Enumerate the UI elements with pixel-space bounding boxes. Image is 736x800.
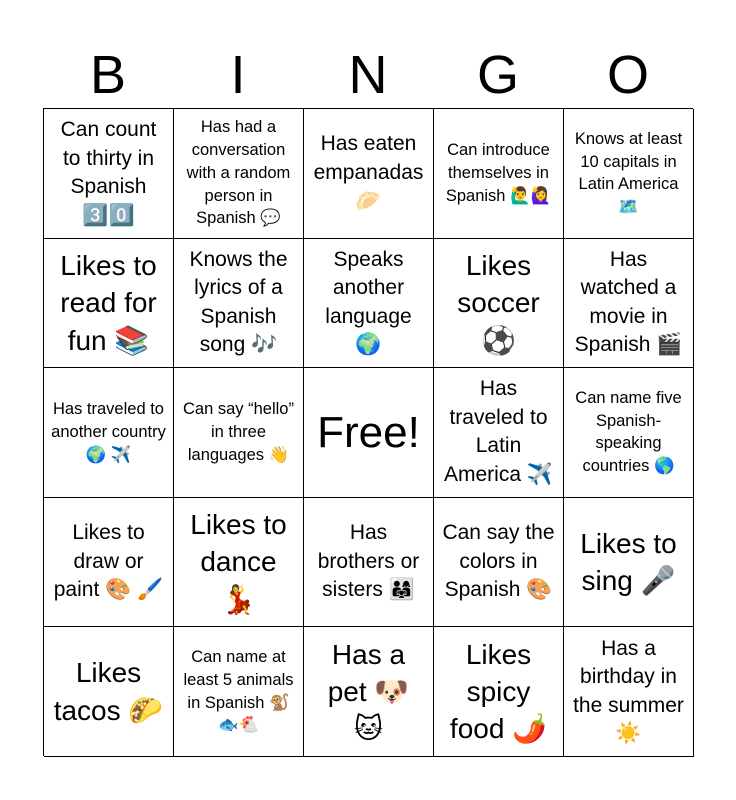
- bingo-cell-r5-c5[interactable]: [564, 627, 694, 757]
- bingo-cell-r3-c5[interactable]: [564, 368, 694, 498]
- bingo-cell-r2-c3[interactable]: [304, 239, 434, 369]
- header-letter-o: O: [606, 45, 649, 105]
- bingo-cell-text: Can name at least 5 animals in Spanish 🐒 🐟🐔: [183, 648, 294, 735]
- bingo-cell-text: Can name five Spanish-speaking countries 🌎: [575, 388, 682, 476]
- bingo-cell-r1-c5[interactable]: [564, 109, 694, 239]
- bingo-cell-r3-c4[interactable]: [434, 368, 564, 498]
- bingo-cell-text: Has watched a movie in Spanish 🎬: [574, 247, 683, 357]
- bingo-cell-r3-c2[interactable]: [174, 368, 304, 498]
- bingo-cell-text: Likes tacos 🌮: [53, 657, 164, 726]
- bingo-cell-r5-c1[interactable]: [44, 627, 174, 757]
- bingo-cell-r4-c2[interactable]: [174, 498, 304, 628]
- bingo-cell-text: Can count to thirty in Spanish 3️⃣0️⃣: [60, 118, 157, 227]
- bingo-cell-text: Knows the lyrics of a Spanish song 🎶: [189, 247, 288, 357]
- bingo-cell-r4-c1[interactable]: [44, 498, 174, 628]
- bingo-cell-text: Has traveled to another country 🌍 ✈️: [51, 400, 166, 464]
- bingo-cell-r5-c3[interactable]: [304, 627, 434, 757]
- bingo-cell-r2-c1[interactable]: [44, 239, 174, 369]
- bingo-cell-r4-c3[interactable]: [304, 498, 434, 628]
- bingo-cell-text: Likes spicy food 🌶️: [449, 638, 548, 745]
- header-letter-i: I: [230, 45, 246, 105]
- bingo-cell-r1-c4[interactable]: [434, 109, 564, 239]
- bingo-cell-text: Speaks another language 🌍: [325, 247, 412, 357]
- header-letter-g: G: [476, 45, 519, 105]
- bingo-cell-text: Has a pet 🐶 🐱: [327, 638, 410, 745]
- bingo-header: [43, 42, 693, 108]
- bingo-cell-text: Likes to sing 🎤: [580, 527, 677, 597]
- bingo-cell-r5-c4[interactable]: [434, 627, 564, 757]
- bingo-cell-text: Knows at least 10 capitals in Latin America 🗺️: [574, 129, 683, 217]
- bingo-cell-r2-c2[interactable]: [174, 239, 304, 369]
- bingo-cell-text: Has a birthday in the summer ☀️: [573, 636, 684, 746]
- bingo-cell-r3-c1[interactable]: [44, 368, 174, 498]
- bingo-cell-r4-c4[interactable]: [434, 498, 564, 628]
- bingo-cell-r1-c1[interactable]: [44, 109, 174, 239]
- header-letter-n: N: [348, 45, 388, 105]
- bingo-cell-text: Can introduce themselves in Spanish 🙋‍♂️🙋‍♀️: [445, 141, 552, 205]
- bingo-cell-r4-c5[interactable]: [564, 498, 694, 628]
- bingo-cell-r1-c2[interactable]: [174, 109, 304, 239]
- free-space-cell[interactable]: [304, 368, 434, 498]
- bingo-cell-text: Likes to read for fun 📚: [60, 250, 157, 356]
- bingo-cell-text: Has eaten empanadas 🥟: [313, 132, 424, 213]
- bingo-cell-text: Likes soccer ⚽: [457, 250, 540, 356]
- bingo-cell-r5-c2[interactable]: [174, 627, 304, 757]
- bingo-cell-text: Can say “hello” in three languages 👋: [183, 400, 294, 464]
- bingo-cell-r2-c4[interactable]: [434, 239, 564, 369]
- bingo-cell-r2-c5[interactable]: [564, 239, 694, 369]
- bingo-grid: [43, 108, 693, 756]
- bingo-cell-text: Free!: [317, 407, 420, 457]
- bingo-cell-r1-c3[interactable]: [304, 109, 434, 239]
- bingo-cell-text: Can say the colors in Spanish 🎨: [442, 521, 555, 602]
- bingo-cell-text: Has brothers or sisters 👨‍👩‍👧: [317, 521, 420, 602]
- bingo-cell-text: Has had a conversation with a random person in Spanish 💬: [186, 118, 291, 228]
- bingo-cell-text: Likes to draw or paint 🎨 🖌️: [53, 521, 164, 602]
- bingo-cell-text: Likes to dance 💃: [190, 509, 287, 615]
- header-letter-b: B: [89, 45, 127, 105]
- bingo-cell-text: Has traveled to Latin America ✈️: [444, 377, 553, 487]
